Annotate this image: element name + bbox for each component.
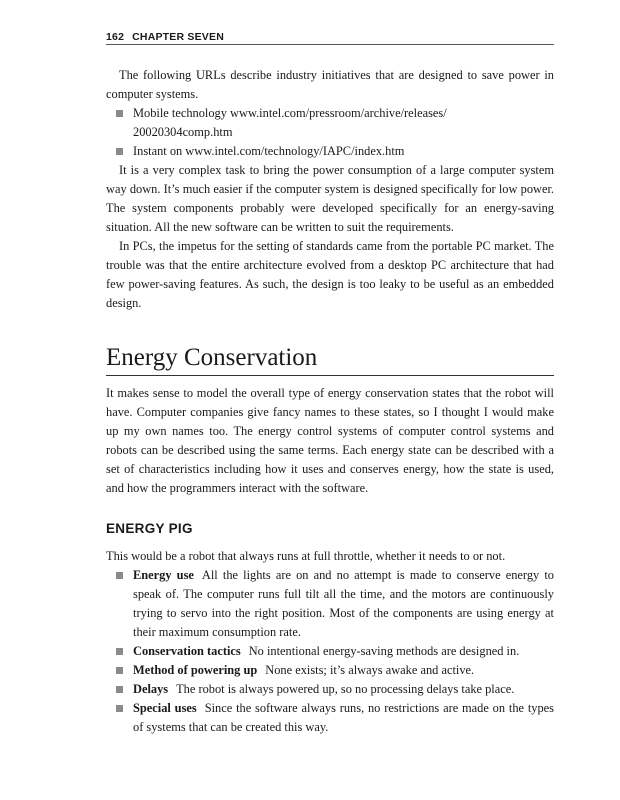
- item-term: Conservation tactics: [133, 644, 241, 658]
- url-item-line2: 20020304comp.htm: [133, 125, 233, 139]
- square-bullet-icon: [116, 686, 123, 693]
- section-heading: Energy Conservation: [106, 343, 554, 376]
- subsection-heading: ENERGY PIG: [106, 521, 193, 536]
- subsection-intro: This would be a robot that always runs at full throttle, whether it needs to or not.: [106, 549, 506, 563]
- square-bullet-icon: [116, 572, 123, 579]
- square-bullet-icon: [116, 110, 123, 117]
- section-paragraph: It makes sense to model the overall type of energy conservation states that the robot will have. Computer companies give fancy names to these states, so I thought I would make up my own names too. The energy control systems of computer control systems and robots can be described using the same terms. Each energy state can be described with a set of characteristics including how it uses and conserves energy, how the state is used, and how the programmers interact with the software.: [106, 386, 554, 495]
- list-item: [106, 142, 554, 161]
- item-text: Since the software always runs, no restrictions are made on the types of systems that can be created this way.: [133, 701, 554, 734]
- list-item: [106, 661, 554, 680]
- square-bullet-icon: [116, 705, 123, 712]
- url-list: [106, 104, 554, 161]
- list-item: [106, 566, 554, 642]
- square-bullet-icon: [116, 667, 123, 674]
- list-item: [106, 699, 554, 737]
- energy-pig-list: [106, 566, 554, 737]
- item-term: Special uses: [133, 701, 197, 715]
- item-text: All the lights are on and no attempt is made to conserve energy to speak of. The computer runs full tilt all the time, and the motors are continuously trying to servo into the right position. Most of the components are using energy at their maximum consumption rate.: [133, 568, 554, 639]
- item-text: The robot is always powered up, so no processing delays take place.: [176, 682, 515, 696]
- item-text: None exists; it’s always awake and active.: [265, 663, 475, 677]
- list-item: [106, 642, 554, 661]
- item-text: No intentional energy-saving methods are designed in.: [248, 644, 520, 658]
- list-item: [106, 680, 554, 699]
- intro-paragraph: The following URLs describe industry initiatives that are designed to save power in computer systems.: [106, 68, 554, 101]
- square-bullet-icon: [116, 648, 123, 655]
- body-paragraph-1: It is a very complex task to bring the power consumption of a large computer system way down. It’s much easier if the computer system is designed specifically for low power. The system components probably were developed specifically for an energy-saving situation. All the new software can be written to suit the requirements.: [106, 163, 554, 234]
- item-term: Method of powering up: [133, 663, 258, 677]
- item-term: Delays: [133, 682, 169, 696]
- chapter-title: CHAPTER SEVEN: [132, 31, 224, 43]
- page-number: 162: [106, 31, 125, 43]
- square-bullet-icon: [116, 148, 123, 155]
- body-paragraph-2: In PCs, the impetus for the setting of standards came from the portable PC market. The trouble was that the entire architecture evolved from a desktop PC architecture that had few power-saving features. As such, the design is too leaky to be useful as an embedded design.: [106, 239, 554, 310]
- list-item: [106, 104, 554, 142]
- running-head: [106, 31, 554, 45]
- page-content: [106, 66, 554, 737]
- url-item-line1: Mobile technology www.intel.com/pressroom/archive/releases/: [133, 106, 447, 120]
- item-term: Energy use: [133, 568, 194, 582]
- url-item-line1: Instant on www.intel.com/technology/IAPC/index.htm: [133, 144, 405, 158]
